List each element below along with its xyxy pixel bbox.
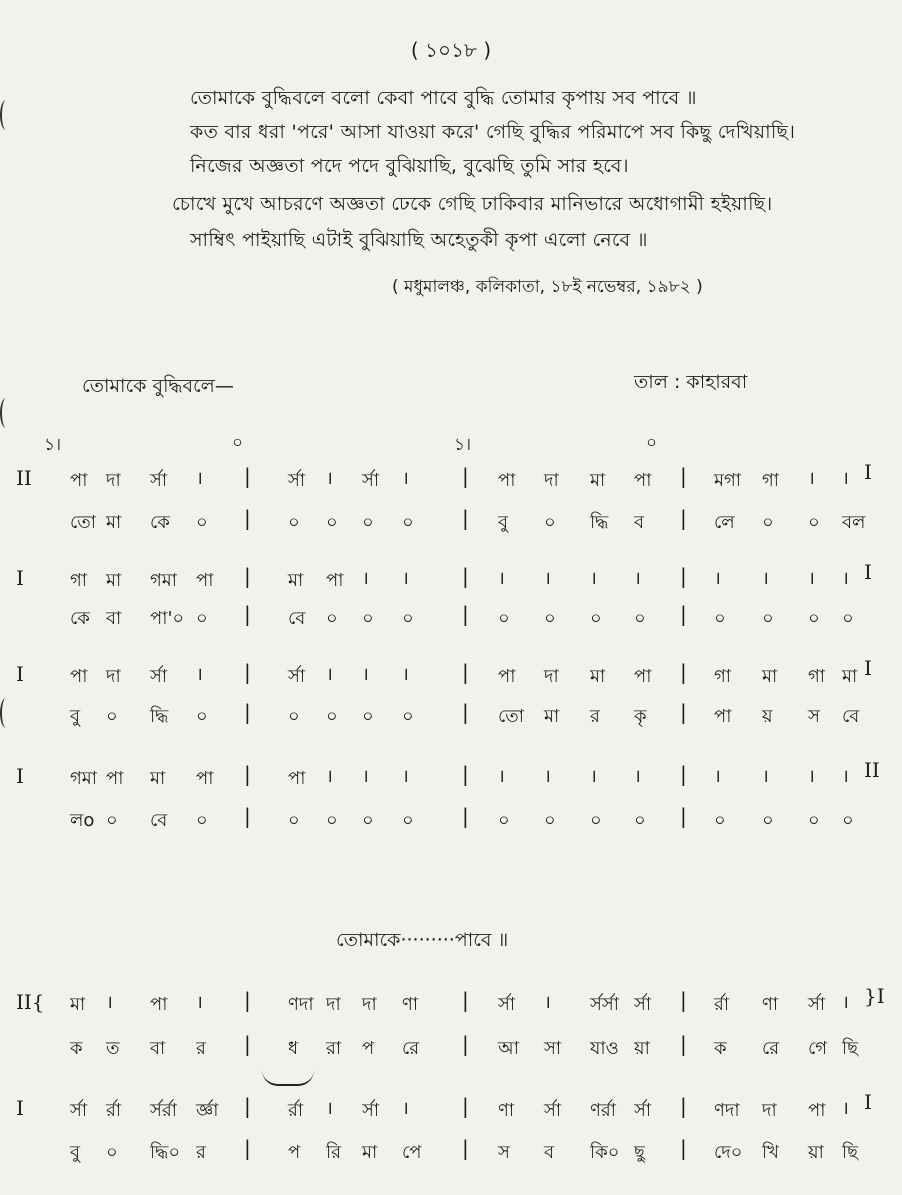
swara-note: ।	[590, 766, 597, 787]
bar-line: |	[244, 762, 251, 786]
lyric-syllable: মা	[362, 1142, 378, 1163]
swara-note: গা	[70, 570, 88, 591]
swara-note: র্সর্সা	[590, 994, 620, 1015]
lyric-syllable: ০	[498, 608, 510, 629]
bar-line: |	[244, 506, 251, 530]
lyric-syllable: কে	[70, 608, 90, 629]
swara-note: ।	[808, 568, 815, 589]
swara-note: ।	[634, 766, 641, 787]
lyric-syllable: ০	[326, 810, 338, 831]
lyric-syllable: দে০	[714, 1142, 743, 1163]
bar-line: |	[680, 1094, 687, 1118]
beat-mark: ০	[646, 433, 658, 453]
swara-note: র্সর্রা	[150, 1100, 178, 1121]
swara-note: র্সা	[634, 1100, 652, 1121]
lyric-syllable: ০	[402, 512, 414, 533]
line-end-mark: II	[864, 758, 880, 782]
lyric-syllable: ০	[402, 706, 414, 727]
bar-line: |	[680, 762, 687, 786]
swara-note: ।	[544, 568, 551, 589]
lyric-syllable: ০	[590, 810, 602, 831]
line-end-mark: I	[864, 656, 872, 680]
swara-note: র্সা	[498, 994, 516, 1015]
swara-note: র্রা	[714, 994, 730, 1015]
line-start-mark: I	[16, 566, 24, 590]
lyric-syllable: র	[196, 1142, 206, 1163]
lyric-syllable: বু	[498, 512, 509, 533]
swara-note: গা	[808, 666, 826, 687]
bar-line: |	[244, 564, 251, 588]
swara-note: ।	[196, 664, 203, 685]
bar-line: |	[680, 564, 687, 588]
lyric-syllable: ০	[106, 1142, 118, 1163]
swara-note: পা	[634, 666, 652, 687]
swara-note: ।	[544, 992, 551, 1013]
lyric-syllable: র	[196, 1038, 206, 1059]
lyric-syllable: ধ	[288, 1038, 299, 1059]
swara-note: ।	[842, 1098, 849, 1119]
lyric-syllable: য়	[762, 706, 773, 727]
line-end-mark: I	[864, 1090, 872, 1114]
taal-label: তাল : কাহারবা	[634, 371, 748, 393]
lyric-syllable: ব	[634, 512, 645, 533]
lyric-syllable: ০	[544, 608, 556, 629]
swara-note: ।	[842, 468, 849, 489]
line-end-mark: }I	[864, 984, 885, 1008]
swara-note: দা	[544, 470, 559, 491]
lyric-syllable: ০	[106, 706, 118, 727]
lyric-syllable: ০	[362, 512, 374, 533]
line-start-mark: I	[16, 1096, 24, 1120]
lyric-syllable: লে	[714, 512, 735, 533]
bar-line: |	[462, 602, 469, 626]
bar-line: |	[680, 464, 687, 488]
lyric-syllable: কি০	[590, 1142, 620, 1163]
lyric-syllable: ০	[326, 706, 338, 727]
lyric-syllable: পা	[714, 706, 732, 727]
bar-line: |	[680, 1032, 687, 1056]
swara-note: ।	[402, 766, 409, 787]
swara-note: র্সা	[362, 470, 380, 491]
lyric-line-1: তোমাকে বুদ্ধিবলে বলো কেবা পাবে বুদ্ধি তোমার কৃপায় সব পাবে ॥	[190, 87, 697, 109]
bar-line: |	[462, 1136, 469, 1160]
swara-note: ।	[362, 568, 369, 589]
swara-note: র্সা	[288, 666, 306, 687]
swara-note: র্রা	[106, 1100, 122, 1121]
swara-note: দা	[762, 1100, 777, 1121]
bar-line: |	[680, 988, 687, 1012]
swara-note: দা	[106, 470, 121, 491]
bar-line: |	[462, 506, 469, 530]
swara-note: ণা	[762, 994, 779, 1015]
lyric-syllable: ০	[288, 706, 300, 727]
lyric-syllable: ক	[70, 1038, 83, 1059]
bar-line: |	[462, 564, 469, 588]
bar-line: |	[680, 700, 687, 724]
lyric-syllable: ০	[714, 608, 726, 629]
swara-note: ।	[106, 992, 113, 1013]
swara-note: ।	[402, 664, 409, 685]
swara-note: পা	[288, 768, 306, 789]
lyric-syllable: ত	[106, 1038, 120, 1059]
bar-line: |	[462, 762, 469, 786]
swara-note: ।	[402, 468, 409, 489]
lyric-syllable: ০	[196, 706, 208, 727]
swara-note: ।	[326, 468, 333, 489]
lyric-syllable: ০	[402, 608, 414, 629]
line-start-mark: I	[16, 662, 24, 686]
swara-note: র্জ্ঞা	[196, 1100, 219, 1121]
lyric-syllable: পে	[402, 1142, 422, 1163]
lyric-syllable: স	[808, 706, 820, 727]
swara-note: র্সা	[362, 1100, 380, 1121]
bar-line: |	[462, 804, 469, 828]
lyric-syllable: বে	[150, 810, 168, 831]
source-citation: ( মধুমালঞ্চ, কলিকাতা, ১৮ই নভেম্বর, ১৯৮২ )	[392, 277, 703, 297]
bar-line: |	[244, 464, 251, 488]
swara-note: পা	[498, 470, 516, 491]
swara-note: গা	[714, 666, 732, 687]
lyric-syllable: ছি	[842, 1038, 859, 1059]
swara-note: দা	[106, 666, 121, 687]
lyric-syllable: প	[288, 1142, 301, 1163]
swara-note: পা	[150, 994, 168, 1015]
lyric-syllable: গে	[808, 1038, 828, 1059]
margin-mark	[0, 698, 12, 728]
swara-note: র্সা	[70, 1100, 88, 1121]
swara-note: পা	[196, 768, 214, 789]
swara-note: র্সা	[808, 994, 826, 1015]
swara-note: ণা	[498, 1100, 515, 1121]
swara-note: ।	[196, 992, 203, 1013]
lyric-syllable: ০	[288, 512, 300, 533]
lyric-syllable: কৃ	[634, 706, 647, 727]
lyric-syllable: পা'০	[150, 608, 185, 629]
margin-mark	[0, 100, 12, 130]
lyric-syllable: দ্ধি০	[150, 1142, 181, 1163]
section-title: তোমাকে·········পাবে ॥	[336, 929, 509, 951]
lyric-syllable: ০	[362, 810, 374, 831]
swara-note: ণর্রা	[590, 1100, 617, 1121]
swara-note: ।	[714, 568, 721, 589]
swara-note: ।	[498, 766, 505, 787]
lyric-syllable: যাও	[590, 1038, 619, 1059]
bar-line: |	[244, 602, 251, 626]
lyric-syllable: ছু	[634, 1142, 645, 1163]
bar-line: |	[680, 506, 687, 530]
lyric-syllable: ০	[842, 810, 854, 831]
bar-line: |	[244, 700, 251, 724]
swara-note: ।	[326, 1098, 333, 1119]
lyric-syllable: ০	[842, 608, 854, 629]
line-end-mark: I	[864, 460, 872, 484]
swara-note: ।	[362, 664, 369, 685]
lyric-syllable: ০	[544, 512, 556, 533]
swara-note: ।	[714, 766, 721, 787]
swara-note: ।	[362, 766, 369, 787]
bar-line: |	[244, 1094, 251, 1118]
bar-line: |	[244, 804, 251, 828]
lyric-syllable: ব	[544, 1142, 555, 1163]
swara-note: পা	[634, 470, 652, 491]
lyric-syllable: ০	[808, 810, 820, 831]
swara-note: ।	[402, 568, 409, 589]
lyric-syllable: ০	[714, 810, 726, 831]
swara-note: ।	[808, 468, 815, 489]
lyric-syllable: ০	[762, 608, 774, 629]
lyric-syllable: ০	[402, 810, 414, 831]
lyric-syllable: বল	[842, 512, 866, 533]
lyric-syllable: ০	[326, 512, 338, 533]
bar-line: |	[462, 1032, 469, 1056]
lyric-syllable: প	[362, 1038, 375, 1059]
lyric-syllable: ০	[196, 608, 208, 629]
lyric-syllable: বে	[842, 706, 860, 727]
lyric-line-5: সাম্বিৎ পাইয়াছি এটাই বুঝিয়াছি অহেতুকী কৃপা এলো নেবে ॥	[190, 229, 648, 251]
swara-note: পা	[808, 1100, 826, 1121]
lyric-syllable: আ	[498, 1038, 519, 1059]
lyric-syllable: র	[590, 706, 600, 727]
swara-note: পা	[196, 570, 214, 591]
lyric-syllable: দ্ধি	[150, 706, 169, 727]
swara-note: ণদা	[288, 994, 314, 1015]
lyric-syllable: মা	[544, 706, 560, 727]
swara-note: ।	[590, 568, 597, 589]
lyric-syllable: ০	[106, 810, 118, 831]
lyric-syllable: বু	[70, 706, 81, 727]
swara-note: ।	[402, 1098, 409, 1119]
lyric-syllable: ০	[196, 512, 208, 533]
swara-note: র্সা	[634, 994, 652, 1015]
swara-note: মা	[106, 570, 122, 591]
swara-note: ।	[842, 992, 849, 1013]
underline-mark	[262, 1070, 314, 1086]
lyric-syllable: মা	[106, 512, 122, 533]
swara-note: ।	[808, 766, 815, 787]
swara-note: গা	[762, 470, 780, 491]
swara-note: ।	[544, 766, 551, 787]
swara-note: মা	[762, 666, 778, 687]
lyric-syllable: রে	[402, 1038, 420, 1059]
page-number: ( ১০১৮ )	[410, 38, 492, 62]
swara-note: পা	[326, 570, 344, 591]
bar-line: |	[462, 1094, 469, 1118]
lyric-syllable: ০	[288, 810, 300, 831]
lyric-syllable: বু	[70, 1142, 81, 1163]
swara-note: দা	[326, 994, 341, 1015]
line-start-mark: I	[16, 764, 24, 788]
lyric-syllable: ০	[498, 810, 510, 831]
song-title: তোমাকে বুদ্ধিবলে—	[82, 375, 234, 397]
swara-note: ।	[634, 568, 641, 589]
swara-note: পা	[70, 470, 88, 491]
lyric-syllable: ০	[634, 810, 646, 831]
margin-mark	[0, 398, 12, 428]
lyric-syllable: স	[498, 1142, 510, 1163]
swara-note: দা	[362, 994, 377, 1015]
swara-note: মা	[842, 666, 858, 687]
swara-note: ।	[842, 766, 849, 787]
line-start-mark: II{	[16, 990, 45, 1014]
lyric-syllable: তো	[498, 706, 525, 727]
swara-note: ।	[498, 568, 505, 589]
swara-note: পা	[106, 768, 124, 789]
beat-mark: ০	[232, 433, 244, 453]
lyric-syllable: লo	[70, 810, 95, 831]
lyric-syllable: বা	[106, 608, 122, 629]
swara-note: মা	[590, 666, 606, 687]
swara-note: র্সা	[150, 470, 168, 491]
swara-note: ।	[326, 766, 333, 787]
swara-note: গমা	[150, 570, 178, 591]
lyric-syllable: কে	[150, 512, 170, 533]
lyric-syllable: ০	[196, 810, 208, 831]
lyric-syllable: ০	[762, 810, 774, 831]
bar-line: |	[462, 660, 469, 684]
lyric-syllable: রে	[762, 1038, 780, 1059]
lyric-syllable: বে	[288, 608, 306, 629]
bar-line: |	[462, 700, 469, 724]
bar-line: |	[462, 464, 469, 488]
lyric-syllable: ০	[808, 608, 820, 629]
swara-note: পা	[70, 666, 88, 687]
lyric-syllable: ০	[362, 608, 374, 629]
lyric-syllable: য়া	[808, 1142, 824, 1163]
swara-note: মা	[70, 994, 86, 1015]
swara-note: র্রা	[288, 1100, 304, 1121]
lyric-syllable: ০	[326, 608, 338, 629]
line-end-mark: I	[864, 560, 872, 584]
lyric-syllable: ০	[762, 512, 774, 533]
swara-note: র্সা	[544, 1100, 562, 1121]
swara-note: মগা	[714, 470, 742, 491]
lyric-syllable: দ্ধি	[590, 512, 609, 533]
swara-note: র্সা	[288, 470, 306, 491]
lyric-syllable: তো	[70, 512, 97, 533]
lyric-syllable: বা	[150, 1038, 166, 1059]
bar-line: |	[462, 988, 469, 1012]
lyric-syllable: রা	[326, 1038, 342, 1059]
swara-note: ।	[196, 468, 203, 489]
bar-line: |	[680, 660, 687, 684]
swara-note: মা	[150, 768, 166, 789]
swara-note: ।	[762, 766, 769, 787]
bar-line: |	[680, 1136, 687, 1160]
swara-note: গমা	[70, 768, 98, 789]
swara-note: ।	[762, 568, 769, 589]
swara-note: মা	[590, 470, 606, 491]
bar-line: |	[680, 602, 687, 626]
swara-note: মা	[288, 570, 304, 591]
lyric-syllable: ০	[362, 706, 374, 727]
swara-note: দা	[544, 666, 559, 687]
swara-note: ণদা	[714, 1100, 740, 1121]
bar-line: |	[244, 1136, 251, 1160]
lyric-syllable: ০	[808, 512, 820, 533]
lyric-syllable: ০	[590, 608, 602, 629]
bar-line: |	[244, 1032, 251, 1056]
lyric-syllable: ০	[634, 608, 646, 629]
swara-note: ।	[326, 664, 333, 685]
swara-note: পা	[498, 666, 516, 687]
line-start-mark: II	[16, 466, 32, 490]
lyric-syllable: য়া	[634, 1038, 650, 1059]
swara-note: ণা	[402, 994, 419, 1015]
lyric-line-2: কত বার ধরা 'পরে' আসা যাওয়া করে' গেছি বুদ্ধির পরিমাপে সব কিছু দেখিয়াছি।	[190, 121, 796, 143]
bar-line: |	[680, 804, 687, 828]
bar-line: |	[244, 660, 251, 684]
bar-line: |	[244, 988, 251, 1012]
lyric-syllable: রি	[326, 1142, 342, 1163]
lyric-syllable: ছি	[842, 1142, 859, 1163]
beat-mark: ১।	[454, 435, 472, 455]
lyric-syllable: খি	[762, 1142, 779, 1163]
lyric-syllable: ০	[544, 810, 556, 831]
lyric-syllable: সা	[544, 1038, 562, 1059]
lyric-line-3: নিজের অজ্ঞতা পদে পদে বুঝিয়াছি, বুঝেছি তুমি সার হবে।	[190, 155, 629, 177]
lyric-line-4: চোখে মুখে আচরণে অজ্ঞতা ঢেকে গেছি ঢাকিবার মানিভারে অধোগামী হইয়াছি।	[172, 193, 773, 215]
swara-note: ।	[842, 568, 849, 589]
swara-note: র্সা	[150, 666, 168, 687]
lyric-syllable: ক	[714, 1038, 727, 1059]
beat-mark: ১।	[44, 435, 62, 455]
